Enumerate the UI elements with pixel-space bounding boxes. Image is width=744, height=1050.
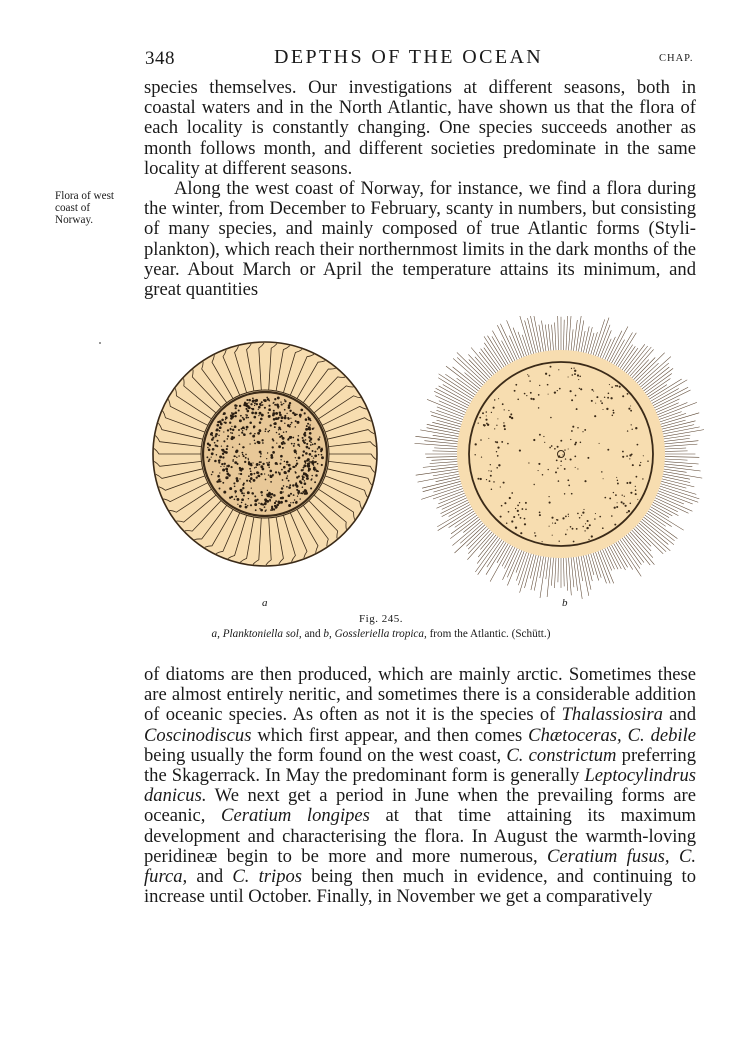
caption-species: Gossleriella tropica, [334, 628, 427, 640]
chapter-label: CHAP. [659, 53, 694, 64]
body-text-top [144, 78, 696, 300]
planktoniella-sol-drawing [153, 342, 377, 566]
figure-caption [0, 628, 744, 640]
caption-species: Planktoniella sol, [222, 628, 302, 640]
paragraph: species themselves. Our investigations at different seasons, both in coastal waters and in the North Atlantic, have shown us that the flora of each locality is constantly changing. One species succeeds another as month follows month, and different societies predominate in the same locality at different seasons. [144, 77, 696, 179]
figure-illustration [150, 316, 705, 616]
page-number: 348 [145, 48, 175, 69]
margin-note [55, 191, 135, 226]
paragraph: Along the west coast of Norway, for instance, we find a flora during the winter, from December to February, scanty in numbers, but consisting of many species, and mainly composed of true Atlantic forms (Styli-plankton), which reach their northernmost limits in the dark months of the year. About March or April the temperature attains its minimum, and great quantities [144, 178, 696, 301]
running-head: DEPTHS OF THE OCEAN [274, 46, 544, 68]
caption-text: from the Atlantic. (Schütt.) [429, 628, 551, 640]
margin-note-line: Norway. [55, 213, 94, 226]
figure-label-b: b [562, 597, 568, 609]
figure-number: Fig. 245. [359, 613, 403, 625]
ink-speck [99, 342, 101, 344]
caption-letter: b, [323, 628, 332, 640]
margin-note-line: coast of [55, 201, 91, 214]
body-text-bottom [144, 665, 696, 907]
margin-note-line: Flora of west [55, 190, 115, 202]
caption-letter: a, [211, 628, 220, 640]
figure-label-a: a [262, 597, 268, 609]
caption-text: and [304, 628, 321, 640]
gossleriella-tropica-drawing [415, 316, 705, 599]
paragraph: of diatoms are then produced, which are mainly arctic. Sometimes these are almost entirely neritic, and sometimes there is a considerable addition of oceanic species. As often as not it is the species of Thalassiosira and Coscinodiscus which first appear, and then comes Chætoceras, C. debile being usually the form found on the west coast, C. constrictum preferring the Skagerrack. In May the predominant form is generally Leptocylindrus danicus. We next get a period in June when the prevailing forms are oceanic, Ceratium longipes at that time attaining its maximum development and characterising the flora. In August the warmth-loving peridineæ begin to be more and more numerous, Ceratium fusus, C. furca, and C. tripos being then much in evidence, and continuing to increase until October. Finally, in November we get a comparatively [144, 664, 697, 908]
